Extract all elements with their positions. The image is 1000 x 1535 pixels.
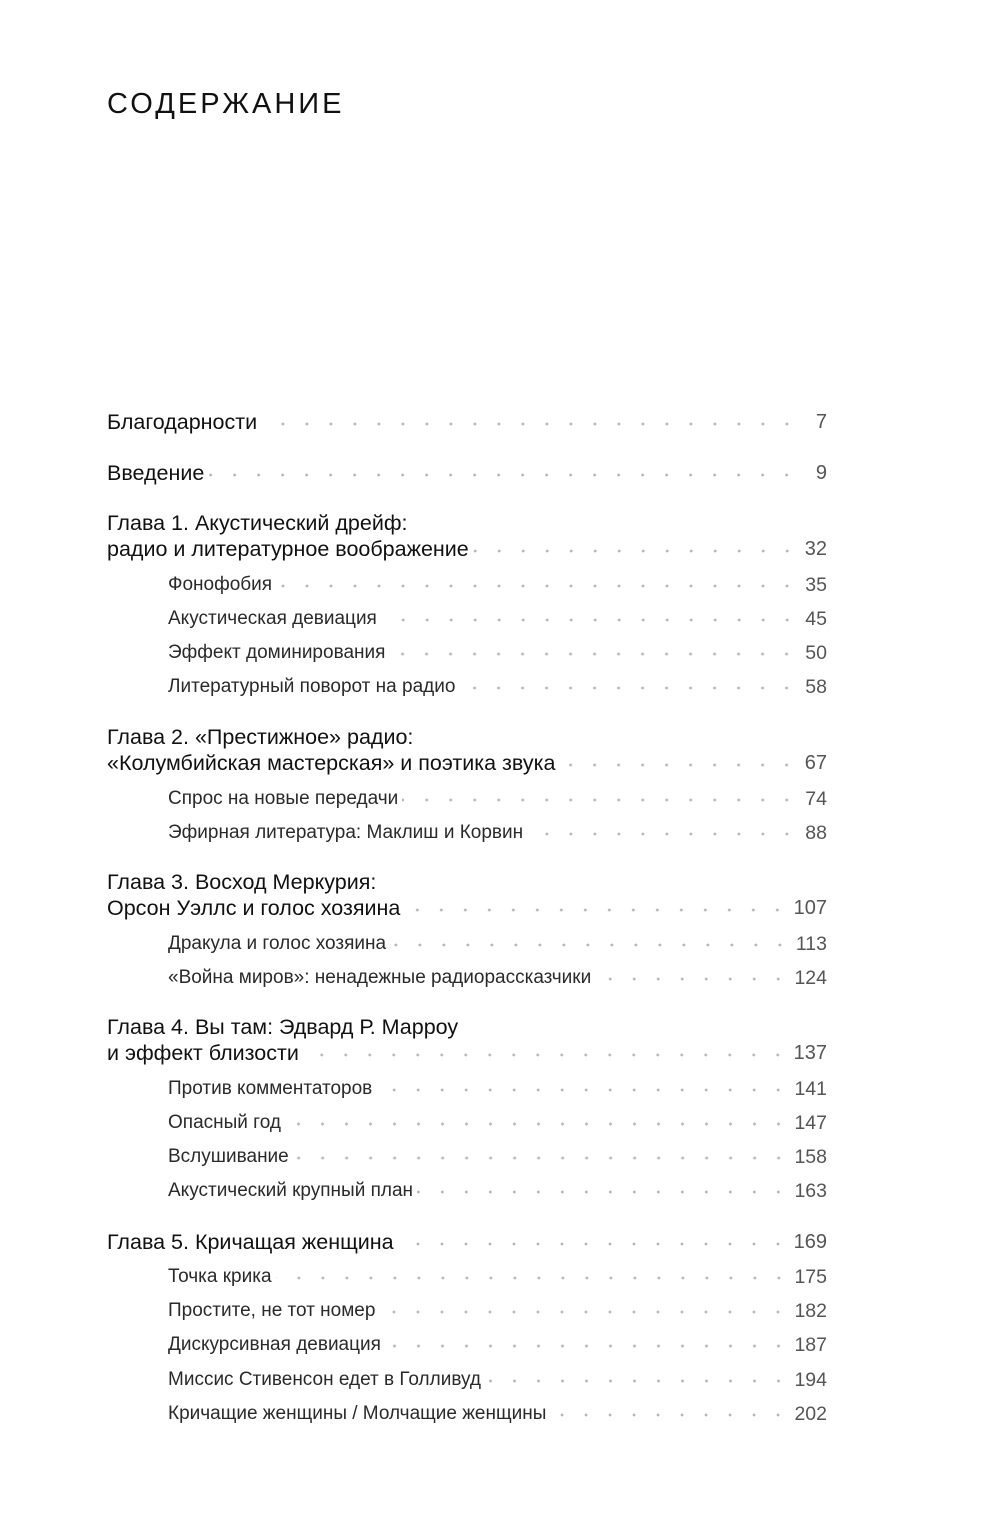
toc-page-number: 9 [815,462,827,484]
dot-leader [381,616,799,624]
toc-chapter-4[interactable] [107,1014,827,1066]
dot-leader [398,1240,790,1248]
chapter-title-line-2: и эффект близости [107,1041,299,1065]
chapter-title-line-2: Глава 5. Кричащая женщина [107,1230,394,1254]
toc-page-number: 58 [805,676,827,698]
chapter-title-line-1: Глава 3. Восход Меркурия: [107,870,377,894]
chapter-title-line-2: радио и литературное воображение [107,537,469,561]
dot-leader [276,1274,791,1282]
toc-page-number: 182 [794,1300,827,1322]
chapter-title-line-1: Глава 2. «Престижное» радио: [107,725,414,749]
toc-page-number: 35 [805,574,827,596]
toc-section[interactable] [168,1299,827,1323]
dot-leader [404,906,789,914]
page-title: СОДЕРЖАНИЕ [107,88,345,120]
chapter-title-line-2: Орсон Уэллс и голос хозяина [107,896,401,920]
section-title: Кричащие женщины / Молчащие женщины [168,1403,547,1424]
toc-page-number: 74 [805,788,827,810]
section-title: Миссис Стивенсон едет в Голливуд [168,1369,481,1390]
chapter-title-line-2: «Колумбийская мастерская» и поэтика звука [107,751,556,775]
dot-leader [293,1154,791,1162]
toc-page-number: 194 [794,1369,827,1391]
dot-leader [208,471,799,479]
toc-page-number: 175 [794,1266,827,1288]
dot-leader [390,941,792,949]
toc-section[interactable] [168,573,827,597]
section-title: Фонофобия [168,574,273,595]
toc-section[interactable] [168,1402,827,1426]
dot-leader [389,650,799,658]
section-title: Дракула и голос хозяина [168,933,387,954]
toc-page-number: 124 [794,967,827,989]
section-title: Дискурсивная девиация [168,1334,381,1355]
toc-chapter-5[interactable] [107,1229,827,1255]
toc-page-number: 202 [794,1403,827,1425]
dot-leader [285,1120,791,1128]
toc-section[interactable] [168,641,827,665]
dot-leader [485,1377,790,1385]
toc-section[interactable] [168,675,827,699]
toc-section[interactable] [168,966,827,990]
toc-entry-title: Благодарности [107,410,258,434]
toc-section[interactable] [168,1368,827,1392]
toc-entry-acknowledgements[interactable] [107,409,827,435]
toc-chapter-2[interactable] [107,724,827,776]
toc-entry-title: Введение [107,461,205,485]
dot-leader [595,975,790,983]
section-title: Литературный поворот на радио [168,676,456,697]
toc-page-number: 113 [795,933,827,955]
dot-leader [276,582,799,590]
section-title: Точка крика [168,1266,272,1287]
section-title: Акустический крупный план [168,1180,414,1201]
toc-page-number: 67 [804,752,827,774]
toc-section[interactable] [168,1265,827,1289]
toc-section[interactable] [168,787,827,811]
toc-page-number: 32 [804,538,827,560]
toc-page-number: 50 [805,642,827,664]
toc-page-number: 187 [794,1334,827,1356]
section-title: Спрос на новые передачи [168,788,399,809]
dot-leader [402,796,799,804]
dot-leader [417,1188,790,1196]
section-title: Простите, не тот номер [168,1300,376,1321]
toc-page-number: 147 [794,1112,827,1134]
section-title: Эфирная литература: Маклиш и Корвин [168,822,524,843]
toc-page-number: 137 [793,1042,827,1064]
toc-section[interactable] [168,1333,827,1357]
dot-leader [559,761,799,769]
toc-section[interactable] [168,1179,827,1203]
section-title: Против комментаторов [168,1078,373,1099]
section-title: Опасный год [168,1112,281,1133]
toc-entry-introduction[interactable] [107,460,827,486]
toc-section[interactable] [168,607,827,631]
dot-leader [376,1086,790,1094]
toc-section[interactable] [168,821,827,845]
dot-leader [459,684,799,692]
table-of-contents [107,0,827,1535]
dot-leader [550,1411,790,1419]
section-title: Вслушивание [168,1146,289,1167]
toc-chapter-3[interactable] [107,869,827,921]
toc-section[interactable] [168,932,827,956]
section-title: Эффект доминирования [168,642,386,663]
dot-leader [303,1051,790,1059]
dot-leader [385,1342,791,1350]
chapter-title-line-1: Глава 4. Вы там: Эдвард Р. Марроу [107,1015,459,1039]
toc-page-number: 107 [793,897,827,919]
dot-leader [261,420,799,428]
toc-section[interactable] [168,1077,827,1101]
toc-page-number: 169 [793,1231,827,1253]
toc-page-number: 45 [805,608,827,630]
dot-leader [527,830,799,838]
dot-leader [473,547,799,555]
dot-leader [379,1308,790,1316]
toc-section[interactable] [168,1111,827,1135]
toc-page-number: 7 [815,411,827,433]
toc-page-number: 158 [794,1146,827,1168]
toc-page-number: 141 [794,1078,827,1100]
toc-section[interactable] [168,1145,827,1169]
section-title: Акустическая девиация [168,608,377,629]
section-title: «Война миров»: ненадежные радиорассказчики [168,967,592,988]
toc-chapter-1[interactable] [107,510,827,562]
chapter-title-line-1: Глава 1. Акустический дрейф: [107,511,408,535]
toc-page-number: 163 [794,1180,827,1202]
toc-page-number: 88 [805,822,827,844]
